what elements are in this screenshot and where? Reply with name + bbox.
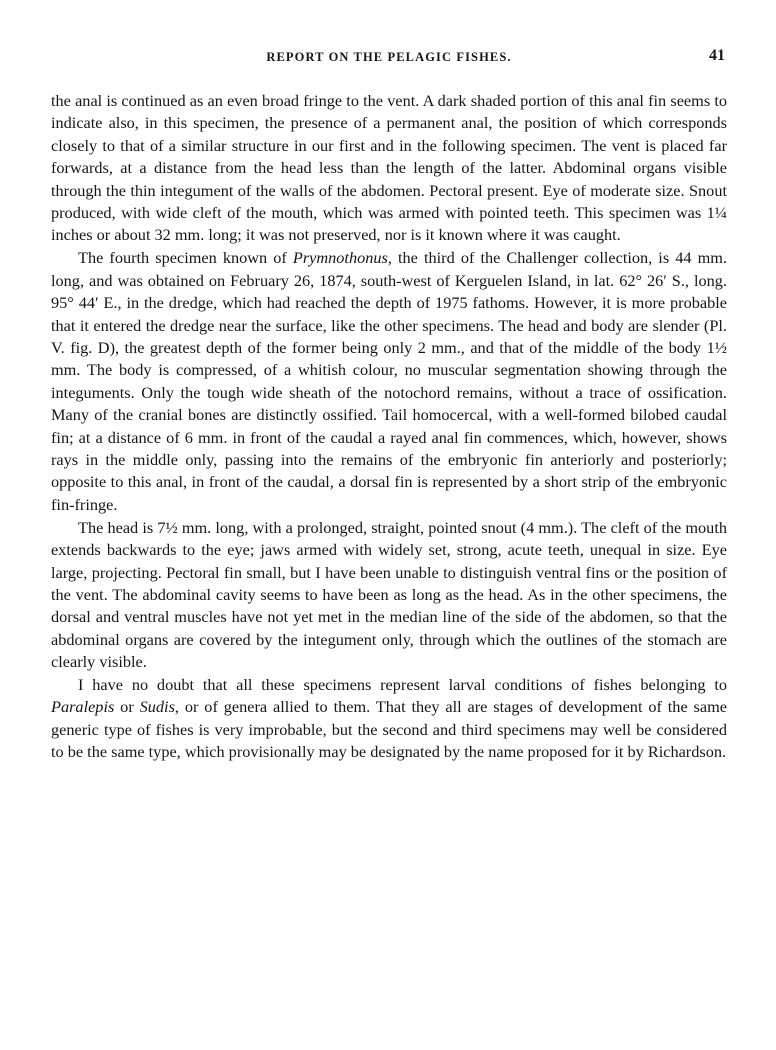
genus-name-paralepis: Paralepis xyxy=(51,697,115,717)
paragraph-fourth-specimen xyxy=(51,247,727,516)
page-number: 41 xyxy=(709,47,725,64)
body-text xyxy=(51,90,727,764)
paragraph-conclusion xyxy=(51,674,727,764)
paragraph-text: I have no doubt that all these specimens represent larval conditions of fishes belonging to xyxy=(78,675,727,695)
document-page xyxy=(51,0,727,1050)
genus-name-prymnothonus: Prymnothonus xyxy=(292,248,388,268)
paragraph-head-description xyxy=(51,517,727,674)
paragraph-continued-description xyxy=(51,90,727,247)
running-title: REPORT ON THE PELAGIC FISHES. xyxy=(266,50,512,64)
paragraph-text: , the third of the Challenger collection, is 44 mm. long, and was obtained on February 26, 1874, south-west of Kerguelen Island, in lat. 62° 26′ S., long. 95° 44′ E., in the dredge, which had reached the depth of 1975 fathoms. However, it is more probable that it entered the dredge near the surface, like the other specimens. The head and body are slender (Pl. V. fig. D), the greatest depth of the former being only 2 mm., and that of the middle of the body 1½ mm. The body is compressed, of a whitish colour, no muscular segmentation showing through the integuments. Only the tough wide sheath of the notochord remains, without a trace of ossification. Many of the cranial bones are distinctly ossified. Tail homocercal, with a well-formed bilobed caudal fin; at a distance of 6 mm. in front of the caudal a rayed anal fin commences, which, however, shows rays in the middle only, passing into the remains of the embryonic fin anteriorly and posteriorly; opposite to this anal, in front of the caudal, a dorsal fin is represented by a short strip of the embryonic fin-fringe. xyxy=(51,248,727,514)
paragraph-text: or xyxy=(114,697,140,717)
paragraph-text: The fourth specimen known of xyxy=(78,248,293,268)
page-header xyxy=(51,47,727,72)
paragraph-text: , or of genera allied to them. That they all are stages of development of the same generic type of fishes is very improbable, but the second and third specimens may well be considered to be the same type, which provisionally may be designated by the name proposed for it by Richardson. xyxy=(51,697,727,762)
paragraph-text: The head is 7½ mm. long, with a prolonged, straight, pointed snout (4 mm.). The cleft of the mouth extends backwards to the eye; jaws armed with widely set, strong, acute teeth, unequal in size. Eye large, projecting. Pectoral fin small, but I have been unable to distinguish ventral fins or the position of the vent. The abdominal cavity seems to have been as long as the head. As in the other specimens, the dorsal and ventral muscles have not yet met in the median line of the side of the abdomen, so that the abdominal organs are covered by the integument only, through which the outlines of the stomach are clearly visible. xyxy=(51,517,727,672)
paragraph-text: the anal is continued as an even broad fringe to the vent. A dark shaded portion of this anal fin seems to indicate also, in this specimen, the presence of a permanent anal, the position of which corresponds closely to that of a similar structure in our first and in the following specimen. The vent is placed far forwards, at a distance from the head less than the length of the latter. Abdominal organs visible through the thin integument of the walls of the abdomen. Pectoral present. Eye of moderate size. Snout produced, with wide cleft of the mouth, which was armed with pointed teeth. This specimen was 1¼ inches or about 32 mm. long; it was not preserved, nor is it known where it was caught. xyxy=(51,91,727,245)
genus-name-sudis: Sudis xyxy=(139,697,175,717)
